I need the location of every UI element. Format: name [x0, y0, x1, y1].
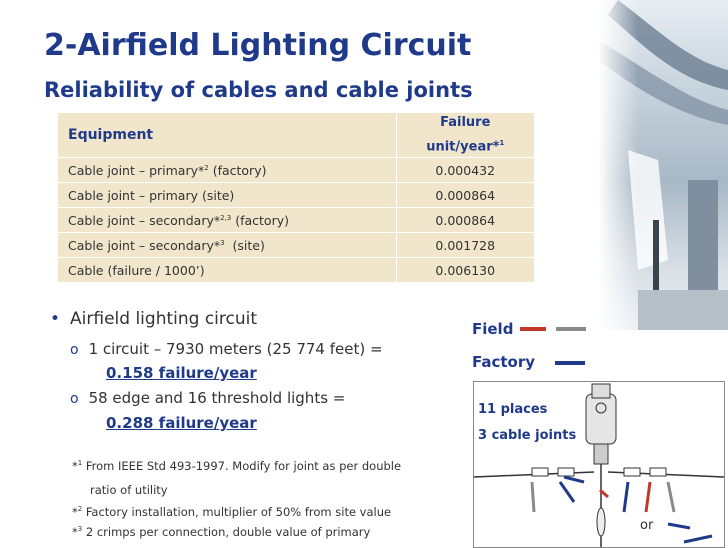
row-label — [58, 233, 396, 258]
legend-field-label: Field — [472, 320, 514, 338]
legend-field-red-line — [520, 327, 546, 331]
footnote-1-line2: ratio of utility — [90, 483, 168, 497]
bullet-main — [50, 309, 257, 329]
footnote-1 — [72, 459, 401, 473]
table-header-row — [58, 113, 534, 158]
diagram-joints-label: 3 cable joints — [478, 428, 577, 443]
failure-header-line1: Failure — [440, 115, 491, 130]
sub-bullet-lights — [70, 389, 345, 407]
table-row — [58, 258, 534, 283]
row-label — [58, 208, 396, 233]
footnote-text: 2 crimps per connection, double value of primary — [82, 525, 371, 539]
footnote-text: From IEEE Std 493-1997. Modify for joint as per double — [82, 459, 402, 473]
page-title: 2-Airfield Lighting Circuit — [44, 28, 472, 63]
table-row — [58, 183, 534, 208]
reliability-table — [58, 113, 534, 283]
row-label-text: Cable joint – primary* — [68, 162, 205, 178]
sub-bullet-circuit-text: 1 circuit – 7930 meters (25 774 feet) = — [88, 340, 383, 358]
failure-header-line2: unit/year* — [426, 139, 500, 155]
row-value: 0.006130 — [396, 258, 534, 283]
column-header-equipment: Equipment — [58, 113, 396, 158]
footnote-mark: * — [72, 505, 78, 519]
footnote-mark: * — [72, 459, 78, 473]
footnote-sup: 2 — [77, 505, 83, 514]
footnote-2 — [72, 505, 391, 519]
row-label-sup: 2 — [204, 163, 209, 172]
row-label-text: Cable joint – primary (site) — [68, 187, 235, 203]
row-label — [58, 158, 396, 183]
row-label-text: Cable (failure / 1000’) — [68, 262, 205, 278]
page-subtitle: Reliability of cables and cable joints — [44, 78, 473, 102]
row-label — [58, 258, 396, 283]
column-header-failure — [396, 113, 534, 158]
legend-factory-label: Factory — [472, 353, 536, 371]
bullet-main-text: Airfield lighting circuit — [70, 309, 258, 329]
row-label-sup: 3 — [220, 238, 225, 247]
decorative-photo-strip — [598, 0, 728, 330]
row-label — [58, 183, 396, 208]
failure-header-sup: 1 — [499, 139, 505, 147]
row-value: 0.000864 — [396, 183, 534, 208]
row-value: 0.001728 — [396, 233, 534, 258]
circuit-failure-value: 0.158 failure/year — [106, 364, 257, 382]
bullet-dot-icon: • — [50, 309, 61, 329]
footnote-text: Factory installation, multiplier of 50% from site value — [82, 505, 392, 519]
sub-bullet-lights-text: 58 edge and 16 threshold lights = — [88, 389, 346, 407]
diagram-or-label: or — [640, 518, 654, 533]
footnote-mark: * — [72, 525, 78, 539]
row-label-sup: 2,3 — [220, 213, 232, 222]
row-label-text: Cable joint – secondary* — [68, 212, 221, 228]
row-label-suffix: (factory) — [208, 162, 267, 178]
footnote-sup: 3 — [77, 525, 83, 534]
circle-bullet-icon: o — [70, 391, 79, 407]
footnote-3 — [72, 525, 370, 539]
footnote-sup: 1 — [77, 459, 83, 468]
cable-joint-diagram — [473, 381, 725, 548]
row-value: 0.000432 — [396, 158, 534, 183]
table-row — [58, 158, 534, 183]
table-row — [58, 208, 534, 233]
transformer-joint-drawing — [474, 382, 724, 547]
row-label-text: Cable joint – secondary* — [68, 237, 221, 253]
legend-field-gray-line — [556, 327, 586, 331]
circle-bullet-icon: o — [70, 342, 79, 358]
lights-failure-value: 0.288 failure/year — [106, 414, 257, 432]
row-label-suffix: (factory) — [231, 212, 289, 228]
legend-factory-line — [555, 361, 585, 365]
sub-bullet-circuit — [70, 340, 383, 358]
row-label-suffix: (site) — [224, 237, 265, 253]
table-row — [58, 233, 534, 258]
diagram-places-label: 11 places — [478, 402, 548, 417]
row-value: 0.000864 — [396, 208, 534, 233]
